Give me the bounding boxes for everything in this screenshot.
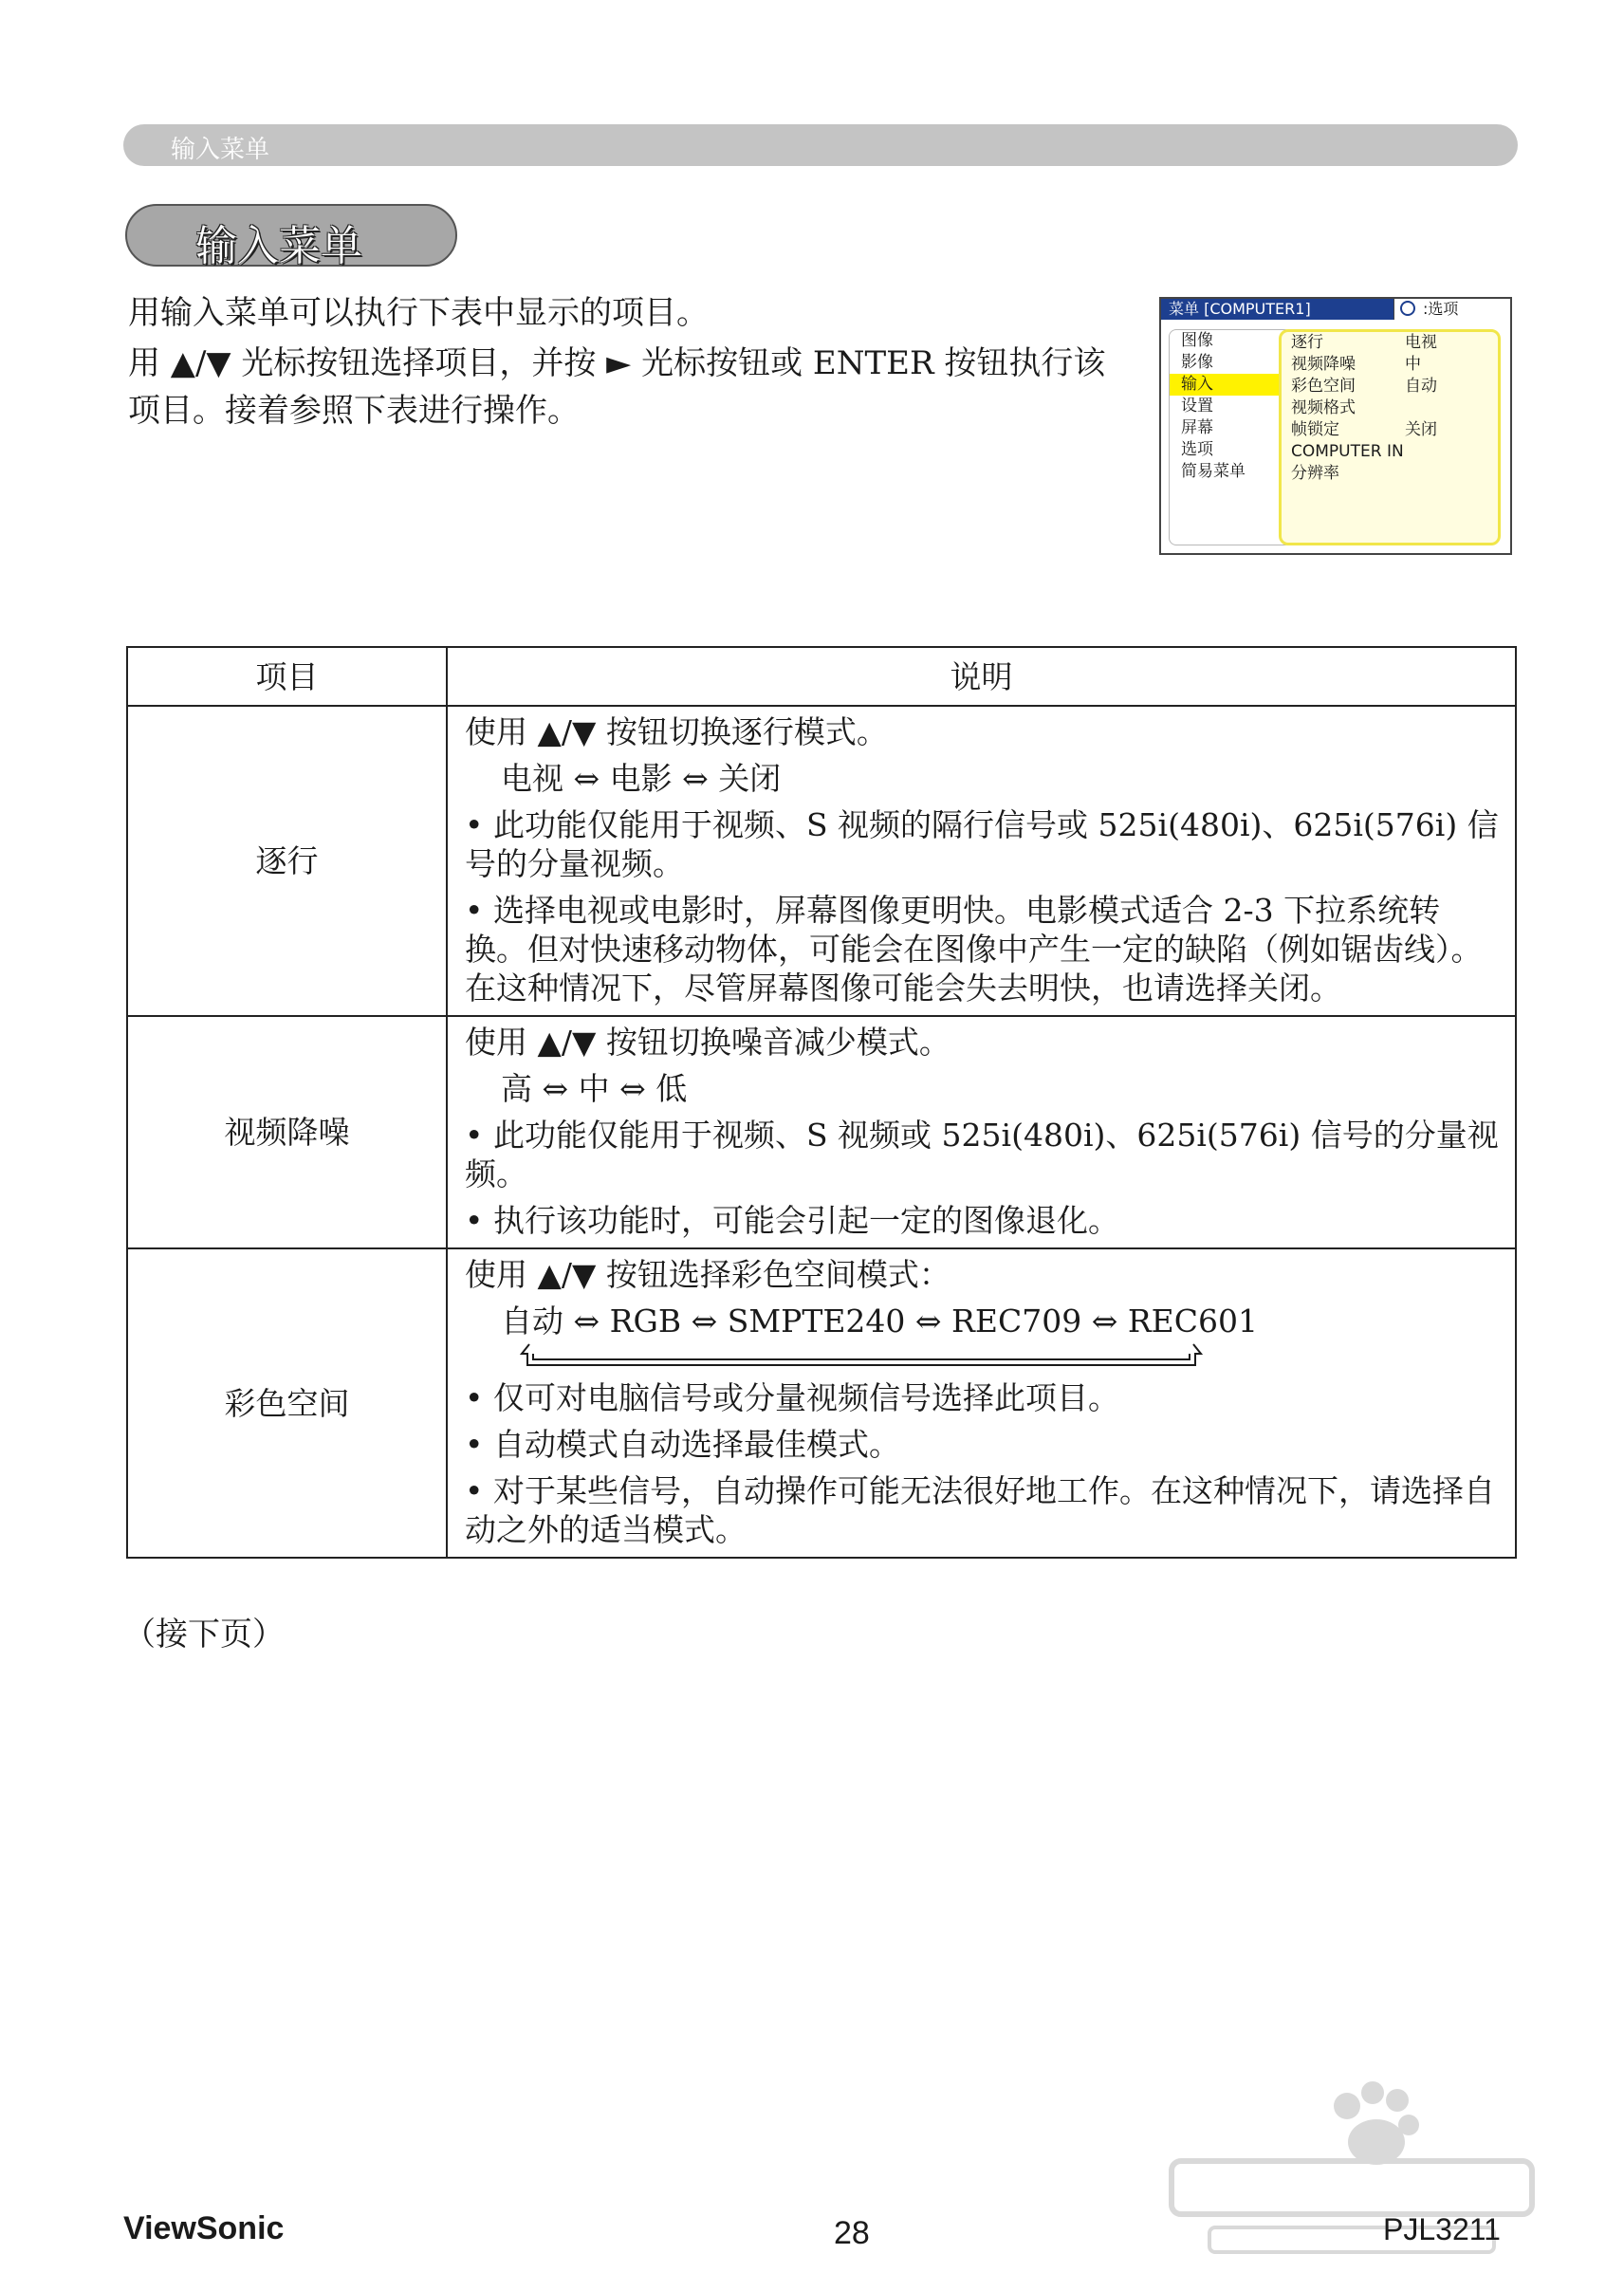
menu-item-option: 选项 [1181, 440, 1213, 459]
menu-main-list [1169, 329, 1292, 545]
row-item-color-space: 彩色空间 [127, 1248, 447, 1558]
input-menu-table [126, 646, 1517, 1559]
header-description: 说明 [447, 647, 1516, 706]
submenu-name: 帧锁定 [1291, 420, 1339, 439]
submenu-value: 中 [1405, 355, 1421, 374]
submenu-name: 分辨率 [1291, 464, 1339, 483]
bullet-line: • 仅可对电脑信号或分量视频信号选择此项目。 [465, 1379, 1119, 1416]
row-description [447, 1016, 1516, 1248]
menu-item-picture: 影像 [1181, 353, 1213, 372]
row-item-progressive: 逐行 [127, 706, 447, 1016]
table-header-row [127, 647, 1516, 706]
row-description [447, 706, 1516, 1016]
submenu-row [1282, 441, 1498, 463]
submenu-row [1282, 332, 1498, 354]
submenu-value: 电视 [1405, 333, 1437, 352]
loop-arrow-icon [520, 1340, 1222, 1373]
submenu-row [1282, 376, 1498, 397]
footer-brand: ViewSonic [123, 2210, 285, 2246]
menu-item-screen: 屏幕 [1181, 418, 1213, 437]
intro-line-2: 用 ▲/▼ 光标按钮选择项目，并按 ► 光标按钮或 ENTER 按钮执行该项目。接着参照下表进行操作。 [128, 344, 1106, 430]
header-item: 项目 [127, 647, 447, 706]
menu-sub-panel [1279, 329, 1501, 545]
desc-line: 使用 ▲/▼ 按钮选择彩色空间模式： [465, 1256, 950, 1293]
option-button-icon [1400, 301, 1415, 316]
page-title [125, 204, 457, 270]
menu-titlebar: 菜单 [COMPUTER1] [1161, 299, 1393, 320]
mode-sequence: 自动 ⇔ RGB ⇔ SMPTE240 ⇔ REC709 ⇔ REC601 [501, 1303, 1259, 1339]
submenu-name: COMPUTER IN [1291, 442, 1404, 461]
section-header-bar [123, 124, 1518, 166]
submenu-name: 视频格式 [1291, 398, 1356, 417]
section-header-label: 输入菜单 [171, 136, 270, 164]
continued-note: （接下页） [123, 1616, 285, 1654]
submenu-name: 逐行 [1291, 333, 1323, 352]
bullet-line: • 选择电视或电影时，屏幕图像更明快。电影模式适合 2-3 下拉系统转换。但对快速移动物体，可能会在图像中产生一定的缺陷（例如锯齿线）。在这种情况下，尽管屏幕图像可能会失去明快，也请选择关闭。 [465, 892, 1483, 1007]
table-row [127, 1016, 1516, 1248]
menu-item-image: 图像 [1181, 331, 1213, 350]
submenu-row [1282, 463, 1498, 485]
mode-sequence: 电视 ⇔ 电影 ⇔ 关闭 [501, 760, 782, 797]
bullet-line: • 此功能仅能用于视频、S 视频或 525i(480i)、625i(576i) 信号的分量视频。 [465, 1117, 1499, 1192]
menu-option-hint [1393, 299, 1510, 320]
page-number: 28 [834, 2215, 870, 2251]
desc-line: 使用 ▲/▼ 按钮切换逐行模式。 [465, 713, 888, 750]
desc-line: 使用 ▲/▼ 按钮切换噪音减少模式。 [465, 1024, 950, 1061]
bullet-line: • 执行该功能时，可能会引起一定的图像退化。 [465, 1202, 1119, 1239]
submenu-value: 关闭 [1405, 420, 1437, 439]
row-description [447, 1248, 1516, 1558]
bullet-line: • 对于某些信号，自动操作可能无法很好地工作。在这种情况下，请选择自动之外的适当模式。 [465, 1472, 1495, 1548]
submenu-row [1282, 397, 1498, 419]
table-row [127, 1248, 1516, 1558]
submenu-value: 自动 [1405, 377, 1437, 396]
menu-item-setup: 设置 [1181, 397, 1213, 416]
submenu-row [1282, 354, 1498, 376]
footer-model: PJL3211 [1383, 2212, 1501, 2246]
submenu-row [1282, 419, 1498, 441]
mode-sequence: 高 ⇔ 中 ⇔ 低 [501, 1070, 688, 1107]
menu-option-label: :选项 [1423, 300, 1459, 318]
row-item-video-nr: 视频降噪 [127, 1016, 447, 1248]
table-row [127, 706, 1516, 1016]
bullet-line: • 此功能仅能用于视频、S 视频的隔行信号或 525i(480i)、625i(576i) 信号的分量视频。 [465, 806, 1499, 882]
intro-paragraph [128, 289, 1148, 337]
bullet-line: • 自动模式自动选择最佳模式。 [465, 1426, 900, 1463]
menu-screenshot [1159, 297, 1512, 555]
intro-line-1: 用输入菜单可以执行下表中显示的项目。 [128, 294, 709, 332]
page-title-text: 输入菜单 [195, 222, 362, 270]
menu-item-input-selected: 输入 [1170, 374, 1291, 396]
menu-item-easy-menu: 简易菜单 [1181, 462, 1246, 481]
intro-paragraph-2 [128, 340, 1134, 434]
submenu-name: 视频降噪 [1291, 355, 1356, 374]
loop-arrow [465, 1340, 1500, 1373]
submenu-name: 彩色空间 [1291, 377, 1356, 396]
